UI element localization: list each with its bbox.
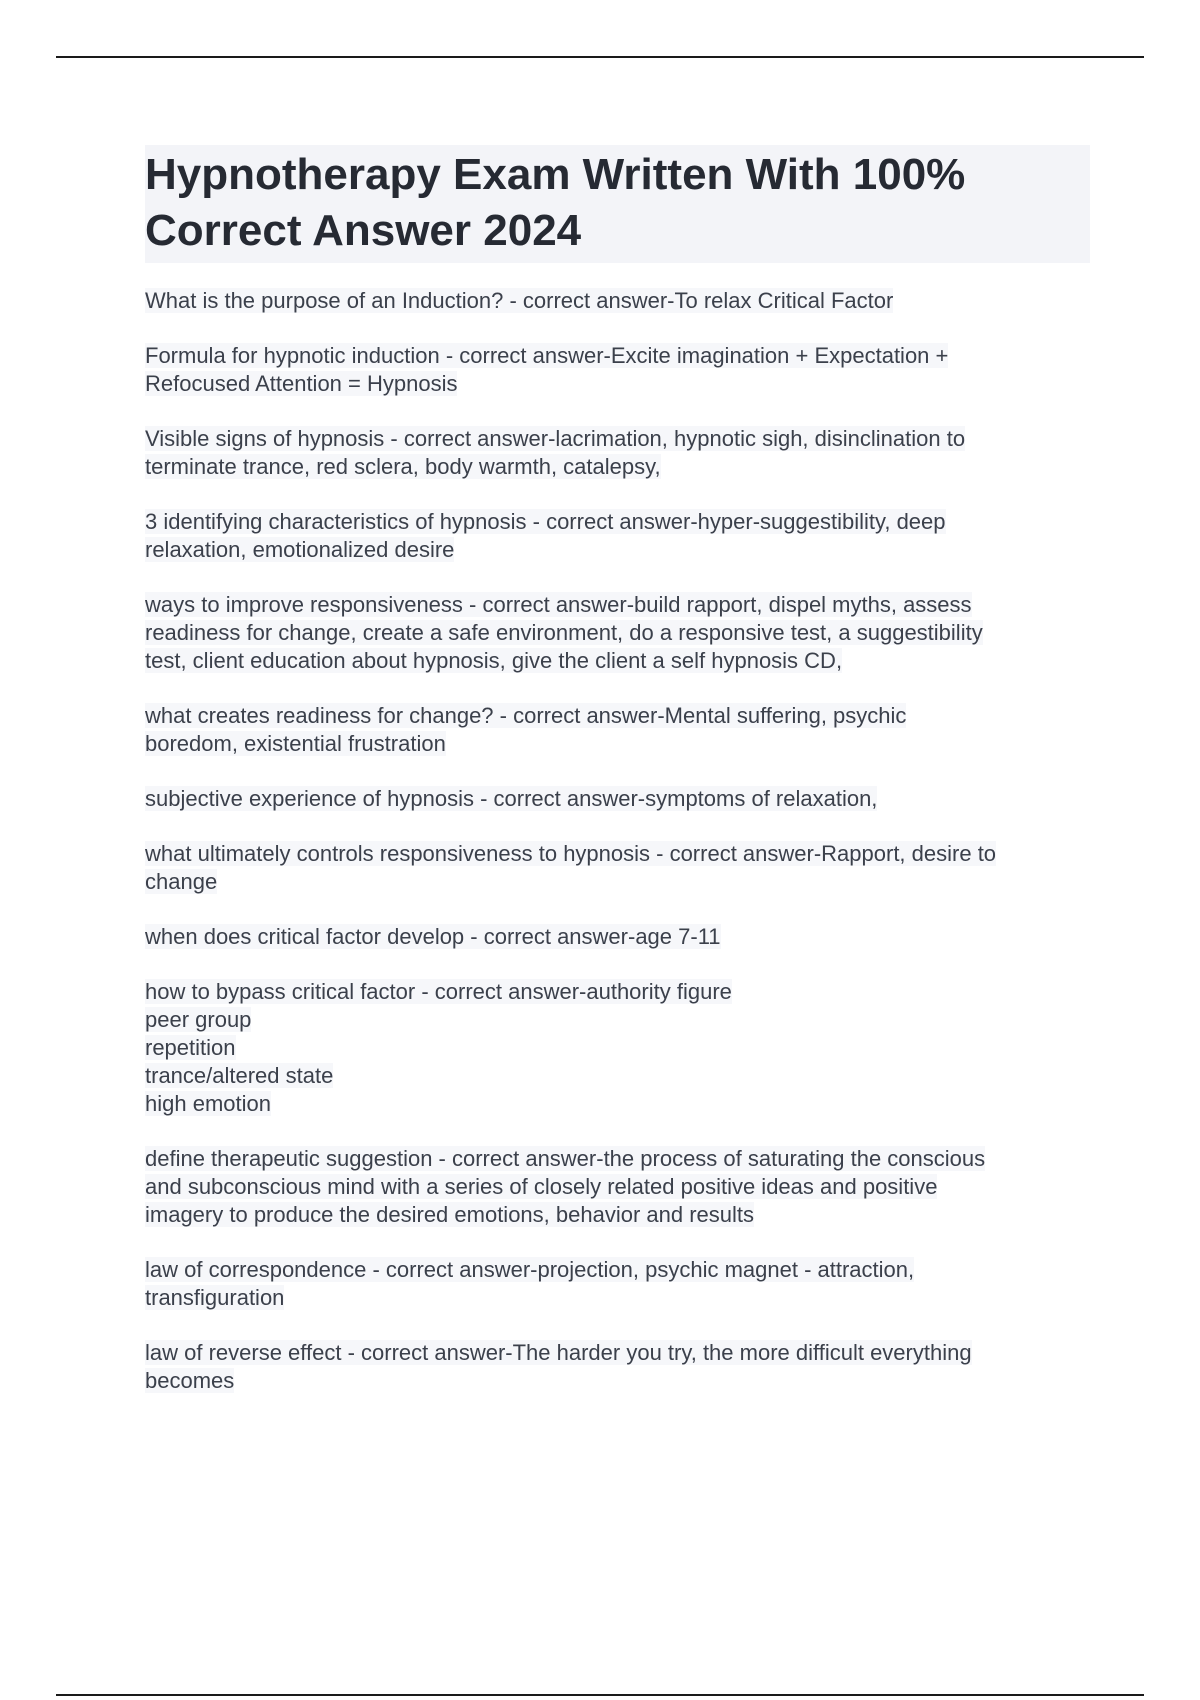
- header-rule: [56, 56, 1144, 58]
- qa-line: [145, 619, 1090, 647]
- qa-item: [145, 840, 1090, 896]
- qa-line: [145, 508, 1090, 536]
- page-title: [145, 145, 1090, 263]
- qa-item: [145, 1339, 1090, 1395]
- qa-line: [145, 1284, 1090, 1312]
- qa-text: imagery to produce the desired emotions, behavior and results: [145, 1202, 755, 1227]
- qa-text: how to bypass critical factor - correct answer-authority figure: [145, 979, 732, 1004]
- qa-line: [145, 1006, 1090, 1034]
- qa-text: what ultimately controls responsiveness to hypnosis - correct answer-Rapport, desire to: [145, 841, 997, 866]
- qa-text: law of reverse effect - correct answer-The harder you try, the more difficult everything: [145, 1340, 972, 1365]
- qa-line: [145, 1062, 1090, 1090]
- qa-text: when does critical factor develop - correct answer-age 7-11: [145, 924, 721, 949]
- qa-text: What is the purpose of an Induction? - correct answer-To relax Critical Factor: [145, 288, 894, 313]
- qa-line: [145, 702, 1090, 730]
- qa-text: change: [145, 869, 218, 894]
- qa-text: readiness for change, create a safe environment, do a responsive test, a suggestibility: [145, 620, 983, 645]
- footer-rule: [56, 1694, 1144, 1696]
- qa-item: [145, 785, 1090, 813]
- qa-line: [145, 342, 1090, 370]
- qa-text: high emotion: [145, 1091, 271, 1116]
- qa-text: what creates readiness for change? - correct answer-Mental suffering, psychic: [145, 703, 907, 728]
- qa-item: [145, 287, 1090, 315]
- qa-text: Visible signs of hypnosis - correct answer-lacrimation, hypnotic sigh, disinclination to: [145, 426, 966, 451]
- title-line: Hypnotherapy Exam Written With 100%: [145, 150, 966, 199]
- qa-line: [145, 1034, 1090, 1062]
- qa-line: [145, 785, 1090, 813]
- qa-text: relaxation, emotionalized desire: [145, 537, 455, 562]
- qa-text: transfiguration: [145, 1285, 285, 1310]
- qa-text: terminate trance, red sclera, body warmth, catalepsy,: [145, 454, 661, 479]
- qa-text: define therapeutic suggestion - correct answer-the process of saturating the conscious: [145, 1146, 986, 1171]
- qa-text: peer group: [145, 1007, 252, 1032]
- qa-line: [145, 978, 1090, 1006]
- qa-text: boredom, existential frustration: [145, 731, 446, 756]
- qa-line: [145, 1201, 1090, 1229]
- qa-line: [145, 1090, 1090, 1118]
- qa-line: [145, 1367, 1090, 1395]
- qa-line: [145, 370, 1090, 398]
- qa-line: [145, 730, 1090, 758]
- qa-item: [145, 978, 1090, 1118]
- qa-item: [145, 923, 1090, 951]
- qa-item: [145, 702, 1090, 758]
- qa-text: and subconscious mind with a series of closely related positive ideas and positive: [145, 1174, 938, 1199]
- qa-text: 3 identifying characteristics of hypnosis - correct answer-hyper-suggestibility, deep: [145, 509, 946, 534]
- qa-item: [145, 1145, 1090, 1229]
- qa-line: [145, 425, 1090, 453]
- qa-item: [145, 1256, 1090, 1312]
- qa-text: Refocused Attention = Hypnosis: [145, 371, 458, 396]
- qa-text: law of correspondence - correct answer-projection, psychic magnet - attraction,: [145, 1257, 915, 1282]
- qa-item: [145, 342, 1090, 398]
- qa-line: [145, 1145, 1090, 1173]
- qa-text: becomes: [145, 1368, 235, 1393]
- qa-list: [145, 287, 1090, 1395]
- qa-text: test, client education about hypnosis, give the client a self hypnosis CD,: [145, 648, 843, 673]
- title-line: Correct Answer 2024: [145, 206, 582, 255]
- qa-line: [145, 453, 1090, 481]
- qa-line: [145, 647, 1090, 675]
- qa-text: trance/altered state: [145, 1063, 334, 1088]
- qa-text: repetition: [145, 1035, 236, 1060]
- qa-line: [145, 923, 1090, 951]
- qa-item: [145, 591, 1090, 675]
- qa-line: [145, 591, 1090, 619]
- qa-text: subjective experience of hypnosis - correct answer-symptoms of relaxation,: [145, 786, 878, 811]
- qa-line: [145, 1339, 1090, 1367]
- qa-line: [145, 840, 1090, 868]
- qa-line: [145, 1256, 1090, 1284]
- qa-text: Formula for hypnotic induction - correct answer-Excite imagination + Expectation +: [145, 343, 949, 368]
- qa-text: ways to improve responsiveness - correct answer-build rapport, dispel myths, assess: [145, 592, 972, 617]
- qa-line: [145, 868, 1090, 896]
- document-body: [145, 145, 1090, 1422]
- qa-line: [145, 1173, 1090, 1201]
- qa-item: [145, 425, 1090, 481]
- qa-line: [145, 287, 1090, 315]
- qa-line: [145, 536, 1090, 564]
- qa-item: [145, 508, 1090, 564]
